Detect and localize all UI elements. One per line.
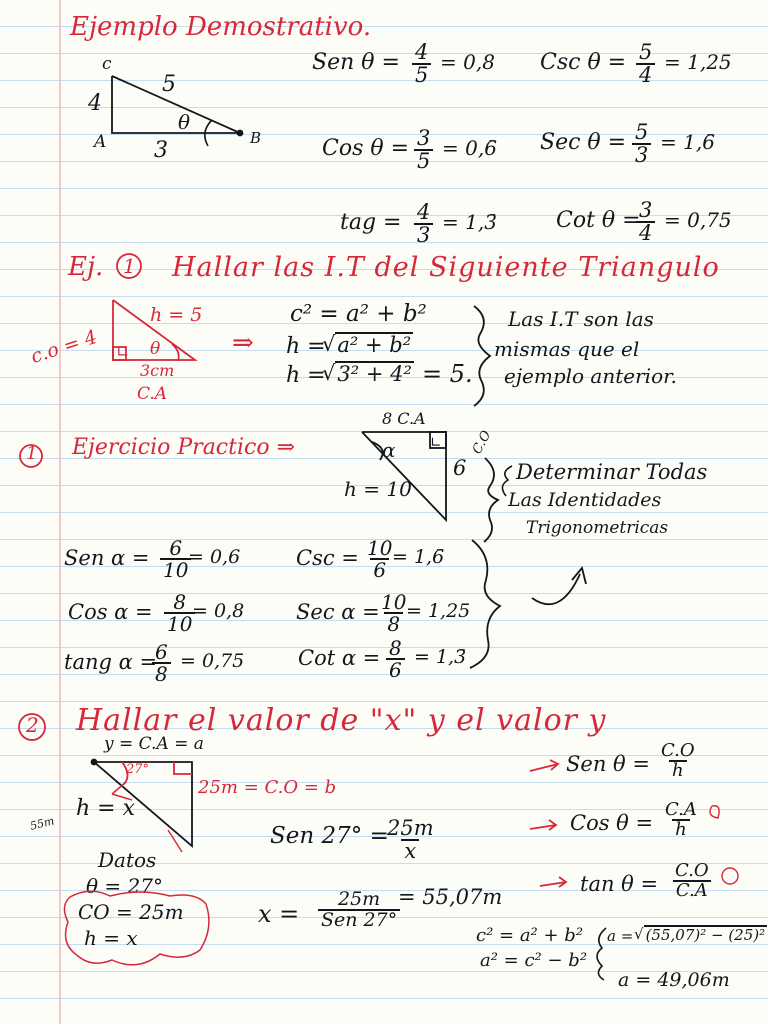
x-eq-prefix: x = — [258, 900, 300, 928]
practice-side-label: 6 — [453, 456, 467, 480]
example-ratio-value: = 0,75 — [664, 208, 732, 232]
practice-triangle — [362, 432, 446, 520]
practice-note-line-1: Determinar Todas — [516, 460, 708, 484]
definition-numerator: C.O — [661, 740, 695, 761]
x-eq-denominator: Sen 27° — [318, 909, 400, 930]
definition-denominator: h — [672, 819, 690, 839]
practice-ratio-numerator: 6 — [169, 536, 183, 560]
exercise1-right-angle: ∟ — [116, 342, 130, 361]
practice-ratio-denominator: 6 — [370, 558, 389, 580]
practice-ratio-value: = 1,25 — [406, 600, 471, 622]
example-ratio-numerator: 5 — [635, 120, 649, 144]
practice-ratio-denominator: 8 — [384, 612, 403, 634]
example-ratio-value: = 1,3̄ — [442, 210, 497, 234]
exercise2-arrow-to-triangle — [168, 830, 182, 852]
practice-values-brace — [470, 540, 500, 668]
pyth-line-2: a² = c² − b² — [480, 950, 588, 971]
tan-def-mark — [722, 868, 738, 884]
exercise1-title: Hallar las I.T del Siguiente Triangulo — [172, 252, 720, 283]
data-line-2: CO = 25m — [78, 900, 184, 924]
practice-ratio-name: Sec α = — [296, 600, 380, 624]
exercise1-adjacent-sub: C.A — [137, 384, 168, 404]
vertex-b-label: B — [250, 129, 262, 147]
practice-number-circle — [20, 445, 42, 467]
practice-ratio-name: Cos α = — [68, 600, 153, 624]
practice-note-bracket — [502, 466, 512, 496]
practice-hyp-label: h = 10 — [344, 477, 412, 501]
example-ratio-numerator: 4 — [415, 40, 429, 64]
practice-top-label: 8 C.A — [382, 409, 426, 428]
practice-ratio-value: = 1,3̄ — [414, 646, 467, 668]
practice-title: Ejercicio Practico ⇒ — [72, 435, 295, 460]
definition-name: tan θ = — [580, 872, 659, 896]
vertex-a-label: A — [94, 132, 107, 152]
definition-arrows — [530, 760, 566, 887]
sen-eq-denominator: x — [401, 839, 419, 862]
exercise2-number-circle — [19, 714, 45, 740]
practice-ratio-name: Sen α = — [64, 546, 150, 570]
data-line-1: θ = 27° — [86, 874, 163, 898]
data-title: Datos — [98, 848, 157, 872]
a-eq-radicand: (55,07)² − (25)² — [645, 926, 766, 944]
practice-ratio-numerator: 8 — [173, 590, 187, 614]
exercise1-note-line-1: Las I.T son las — [508, 307, 654, 331]
practice-number: 1 — [26, 443, 38, 464]
practice-side-tag: C.O — [469, 428, 495, 457]
example-triangle — [112, 72, 243, 146]
exercise1-angle: θ — [150, 339, 161, 359]
practice-ratio-numerator: 10 — [367, 536, 393, 560]
example-ratio-value: = 0,8 — [440, 50, 495, 74]
exercise1-note-line-2: mismas que el — [494, 337, 640, 361]
practice-ratio-denominator: 10 — [160, 558, 191, 580]
angle-theta-label: θ — [178, 110, 191, 134]
exercise1-triangle — [113, 300, 195, 361]
exercise1-eq3-radical: √ 3² + 4² — [322, 360, 412, 386]
practice-ratio-numerator: 10 — [381, 590, 407, 614]
example-ratio-name: Sen θ = — [312, 50, 400, 75]
definition-denominator: C.A — [673, 880, 711, 900]
example-ratio-numerator: 4 — [417, 200, 431, 224]
exercise1-eq1: c² = a² + b² — [290, 301, 427, 327]
exercise2-title: Hallar el valor de "x" y el valor y — [76, 703, 607, 738]
exercise2-side-label: 25m = C.O = b — [198, 777, 337, 798]
pyth-brace — [597, 928, 606, 980]
exercise1-brace — [474, 306, 490, 406]
practice-ratio-denominator: 10 — [164, 612, 195, 634]
example-ratio-denominator: 3 — [414, 223, 433, 246]
side-opposite-label: 4 — [88, 91, 102, 116]
practice-note-line-3: Trigonometricas — [526, 518, 669, 538]
practice-ratio-name: Cot α = — [298, 646, 381, 670]
example-ratio-numerator: 3 — [417, 126, 431, 150]
example-ratio-name: Sec θ = — [540, 130, 627, 155]
example-ratio-name: Cos θ = — [322, 136, 410, 161]
practice-brace — [484, 458, 498, 542]
data-cloud — [64, 891, 208, 965]
example-ratio-denominator: 5 — [414, 149, 433, 172]
practice-angle: α — [382, 438, 396, 462]
example-ratio-name: Cot θ = — [556, 208, 641, 233]
example-ratio-value: = 0,6̄ — [442, 136, 497, 160]
cos-def-tick — [710, 806, 719, 818]
a-eq-prefix: a = — [607, 927, 634, 945]
example-ratio-value: = 1,6̄ — [660, 130, 715, 154]
practice-ratio-name: tang α = — [64, 650, 158, 674]
x-eq-value: = 55,07m — [398, 885, 503, 909]
exercise1-eq3-radicand: 3² + 4² — [337, 362, 412, 386]
exercise1-eq3-result: = 5. — [422, 360, 473, 388]
exercise2-top-label: y = C.A = a — [104, 734, 204, 754]
x-eq-numerator: 25m — [338, 888, 381, 910]
data-line-3: h = x — [84, 926, 138, 950]
practice-ratio-value: = 0,8 — [192, 600, 245, 622]
definition-name: Cos θ = — [570, 811, 654, 835]
exercise2-triangle — [92, 760, 193, 847]
practice-ratio-denominator: 8 — [152, 662, 171, 684]
example-ratio-numerator: 3 — [639, 198, 653, 222]
example-ratio-numerator: 5 — [639, 40, 653, 64]
practice-ratio-numerator: 8 — [389, 636, 402, 660]
exercise1-eq2-prefix: h = — [286, 334, 326, 359]
exercise2-hyp-side-label: 55m — [28, 814, 56, 833]
sen-eq-numerator: 25m — [387, 816, 434, 840]
example-ratio-name: Csc θ = — [540, 50, 627, 75]
exercise1-adjacent-label: 3cm — [140, 361, 175, 380]
example-ratio-denominator: 5 — [412, 63, 431, 86]
header-title: Ejemplo Demostrativo. — [70, 12, 372, 42]
side-hypotenuse-label: 5 — [162, 72, 176, 97]
practice-ratio-value: = 1,6̄ — [392, 546, 445, 568]
example-ratio-denominator: 3 — [632, 143, 651, 166]
exercise1-number: 1 — [123, 254, 136, 278]
practice-right-angle: ∟ — [430, 435, 442, 451]
exercise1-eq2-radicand: a² + b² — [337, 333, 412, 357]
exercise1-note-line-3: ejemplo anterior. — [504, 364, 677, 388]
a-eq-radical: √ (55,07)² − (25)² — [634, 924, 766, 944]
exercise2-hyp-label: h = x — [76, 796, 135, 821]
exercise1-eq2-radical: √ a² + b² — [322, 331, 412, 357]
exercise1-eq3-prefix: h = — [286, 363, 326, 388]
definition-name: Sen θ = — [566, 752, 650, 776]
example-ratio-denominator: 4 — [636, 221, 655, 244]
practice-note-line-2: Las Identidades — [508, 489, 662, 511]
practice-ratio-value: = 0,6 — [188, 546, 241, 568]
practice-ratio-denominator: 6 — [386, 658, 405, 680]
exercise1-arrow: ⇒ — [232, 328, 254, 358]
side-adjacent-label: 3 — [154, 138, 168, 163]
definition-numerator: C.O — [675, 860, 709, 881]
exercise2-angle-label: 27° — [126, 762, 150, 777]
exercise1-number-circle — [117, 254, 141, 278]
example-ratio-name: tag = — [340, 210, 402, 235]
practice-ratio-value: = 0,75 — [180, 650, 245, 672]
exercise2-number: 2 — [26, 713, 39, 737]
example-ratio-denominator: 4 — [636, 63, 655, 86]
exercise1-label: Ej. — [68, 252, 104, 282]
exercise1-hyp-label: h = 5 — [150, 304, 203, 326]
practice-ratio-name: Csc = — [296, 546, 359, 570]
definition-numerator: C.A — [665, 799, 697, 820]
sen-eq-prefix: Sen 27° = — [270, 823, 389, 849]
example-ratio-value: = 1,25 — [664, 50, 732, 74]
exercise1-co-label: c.o = 4 — [28, 326, 100, 369]
practice-ratio-numerator: 6 — [155, 640, 168, 664]
vertex-c-label: c — [102, 54, 112, 74]
pyth-line-1: c² = a² + b² — [476, 925, 584, 946]
a-result: a = 49,06m — [618, 969, 730, 991]
definition-denominator: h — [669, 760, 687, 780]
